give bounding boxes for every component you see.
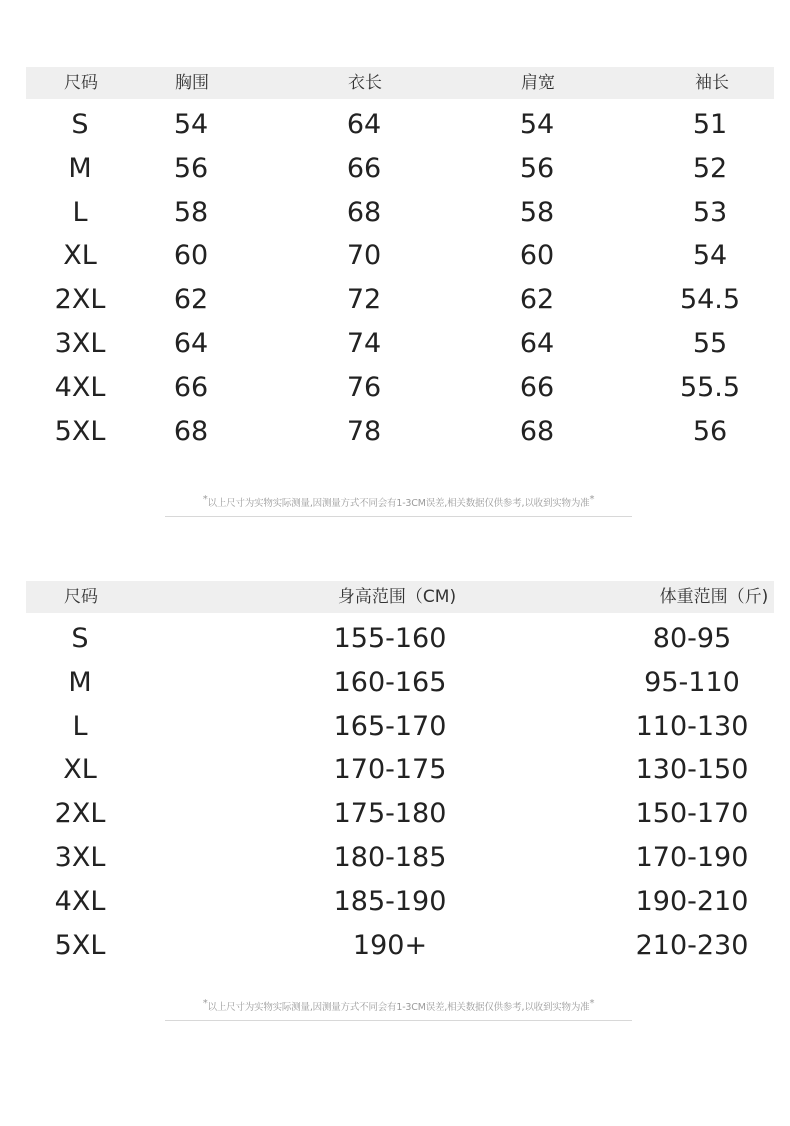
cell-chest: 60 (173, 240, 209, 272)
cell-weight: 110-130 (635, 710, 749, 742)
cell-weight: 130-150 (635, 754, 749, 786)
cell-size: S (71, 109, 89, 140)
header-length: 衣长 (348, 73, 382, 93)
cell-weight: 80-95 (652, 623, 732, 654)
cell-weight: 170-190 (635, 841, 749, 873)
cell-shoulder: 62 (519, 284, 555, 316)
measurement-table-body (26, 103, 774, 453)
header-size: 尺码 (64, 73, 98, 93)
cell-shoulder: 66 (519, 371, 555, 403)
cell-length: 66 (346, 152, 382, 184)
cell-size: L (72, 196, 88, 228)
cell-length: 72 (346, 284, 382, 316)
measurement-note-text: 以上尺寸为实物实际测量,因测量方式不同会有1-3CM误差,相关数据仅供参考,以收到实物为准 (207, 498, 590, 509)
measurement-table (26, 67, 774, 453)
cell-length: 70 (346, 240, 382, 272)
table-row (26, 880, 774, 924)
cell-size: M (68, 152, 92, 184)
fit-disclaimer (165, 998, 632, 1021)
cell-sleeve: 55 (692, 327, 728, 359)
cell-sleeve: 56 (692, 415, 728, 447)
table-row (26, 103, 774, 147)
cell-chest: 54 (173, 109, 209, 140)
table-row (26, 748, 774, 792)
header-weight-range: 体重范围（斤) (659, 587, 769, 607)
cell-chest: 62 (173, 284, 209, 316)
table-row (26, 278, 774, 322)
cell-chest: 64 (173, 327, 209, 359)
cell-weight: 210-230 (635, 929, 749, 961)
cell-size: 5XL (54, 929, 106, 961)
cell-weight: 190-210 (635, 885, 749, 917)
cell-size: 3XL (54, 841, 106, 873)
cell-weight: 150-170 (635, 798, 749, 830)
cell-size: M (68, 666, 92, 698)
cell-sleeve: 51 (692, 109, 728, 140)
note-star-right: * (589, 998, 595, 1009)
table-row (26, 322, 774, 366)
measurement-disclaimer (165, 494, 632, 517)
header-height-range: 身高范围（CM) (337, 587, 457, 607)
cell-length: 68 (346, 196, 382, 228)
cell-shoulder: 58 (519, 196, 555, 228)
cell-size: 3XL (54, 327, 106, 359)
fit-table-body (26, 617, 774, 967)
cell-shoulder: 68 (519, 415, 555, 447)
cell-sleeve: 54.5 (679, 284, 741, 316)
table-row (26, 410, 774, 454)
fit-note-text: 以上尺寸为实物实际测量,因测量方式不同会有1-3CM误差,相关数据仅供参考,以收到实物为准 (207, 1002, 590, 1013)
table-row (26, 705, 774, 749)
cell-size: 4XL (54, 885, 106, 917)
cell-height: 160-165 (333, 666, 447, 698)
cell-sleeve: 55.5 (679, 371, 741, 403)
note-star-left: * (202, 494, 208, 505)
note-star-left: * (202, 998, 208, 1009)
cell-height: 155-160 (333, 623, 447, 654)
cell-size: L (72, 710, 88, 742)
header-chest: 胸围 (175, 73, 209, 93)
cell-size: S (71, 623, 89, 654)
table-row (26, 366, 774, 410)
measurement-table-header (26, 67, 774, 99)
cell-height: 170-175 (333, 754, 447, 786)
cell-size: XL (63, 754, 97, 786)
cell-chest: 66 (173, 371, 209, 403)
cell-sleeve: 52 (692, 152, 728, 184)
cell-height: 190+ (352, 929, 428, 961)
cell-size: 2XL (54, 284, 106, 316)
cell-shoulder: 60 (519, 240, 555, 272)
cell-sleeve: 54 (692, 240, 728, 272)
table-row (26, 147, 774, 191)
cell-length: 76 (346, 371, 382, 403)
table-row (26, 234, 774, 278)
header-size: 尺码 (64, 587, 98, 607)
cell-length: 64 (346, 109, 382, 140)
cell-height: 175-180 (333, 798, 447, 830)
note-star-right: * (589, 494, 595, 505)
cell-length: 74 (346, 327, 382, 359)
cell-shoulder: 64 (519, 327, 555, 359)
header-shoulder: 肩宽 (521, 73, 555, 93)
cell-chest: 68 (173, 415, 209, 447)
cell-weight: 95-110 (644, 666, 740, 698)
table-row (26, 836, 774, 880)
cell-sleeve: 53 (692, 196, 728, 228)
fit-table (26, 581, 774, 967)
cell-chest: 56 (173, 152, 209, 184)
table-row (26, 924, 774, 968)
cell-height: 180-185 (333, 841, 447, 873)
fit-table-header (26, 581, 774, 613)
cell-size: 5XL (54, 415, 106, 447)
header-sleeve: 袖长 (695, 73, 729, 93)
cell-height: 165-170 (333, 710, 447, 742)
cell-length: 78 (346, 415, 382, 447)
table-row (26, 792, 774, 836)
cell-height: 185-190 (333, 885, 447, 917)
table-row (26, 661, 774, 705)
cell-shoulder: 54 (519, 109, 555, 140)
cell-size: 4XL (54, 371, 106, 403)
table-row (26, 191, 774, 235)
cell-chest: 58 (173, 196, 209, 228)
cell-size: 2XL (54, 798, 106, 830)
table-row (26, 617, 774, 661)
cell-size: XL (63, 240, 97, 272)
cell-shoulder: 56 (519, 152, 555, 184)
